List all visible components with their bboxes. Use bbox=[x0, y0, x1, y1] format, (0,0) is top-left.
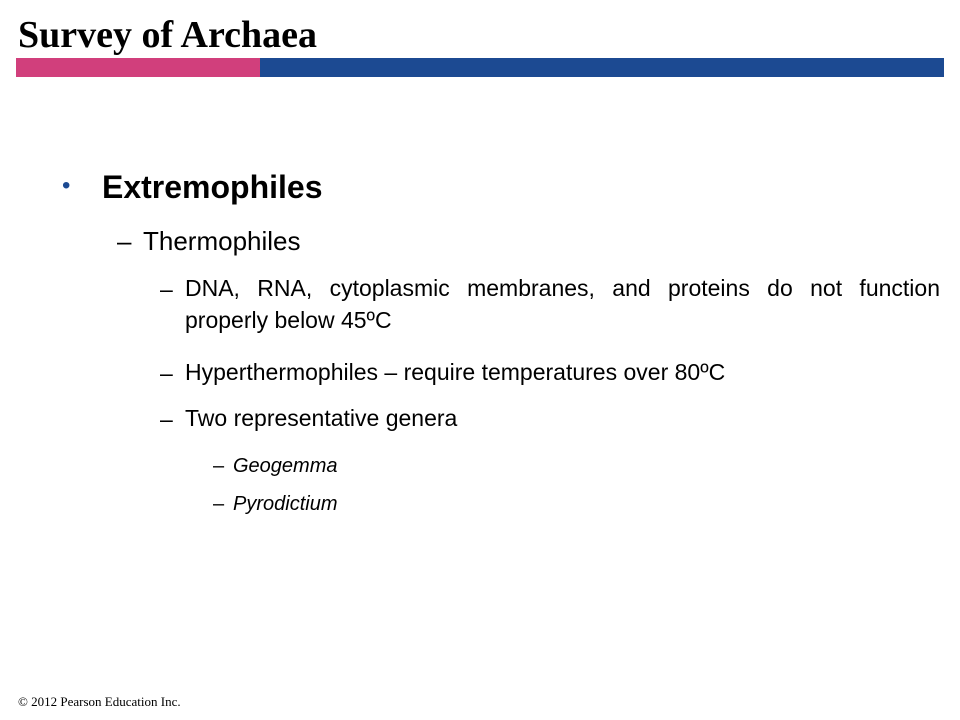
copyright-footer: © 2012 Pearson Education Inc. bbox=[18, 694, 181, 709]
dash-icon: – bbox=[213, 493, 225, 515]
bullet-icon: • bbox=[62, 172, 71, 199]
dash-icon: – bbox=[213, 455, 225, 477]
genus-geogemma: Geogemma bbox=[233, 455, 338, 477]
title-accent-bar-blue bbox=[260, 58, 944, 77]
dash-icon: – bbox=[117, 226, 132, 256]
dash-icon: – bbox=[160, 360, 173, 386]
dash-icon: – bbox=[160, 406, 173, 432]
genus-pyrodictium: Pyrodictium bbox=[233, 493, 338, 515]
slide-title: Survey of Archaea bbox=[18, 14, 318, 56]
title-accent-bar-pink bbox=[16, 58, 260, 77]
sub-sub-bullet-genera: Two representative genera bbox=[185, 405, 458, 431]
sub-bullet-thermophiles: Thermophiles bbox=[143, 226, 301, 256]
sub-sub-bullet-dna-rna: DNA, RNA, cytoplasmic membranes, and proteins do not function properly below 45ºC bbox=[185, 275, 940, 333]
sub-sub-bullet-hyperthermophiles: Hyperthermophiles – require temperatures over 80ºC bbox=[185, 359, 726, 385]
bullet-extremophiles: Extremophiles bbox=[102, 169, 323, 205]
dash-icon: – bbox=[160, 276, 173, 302]
